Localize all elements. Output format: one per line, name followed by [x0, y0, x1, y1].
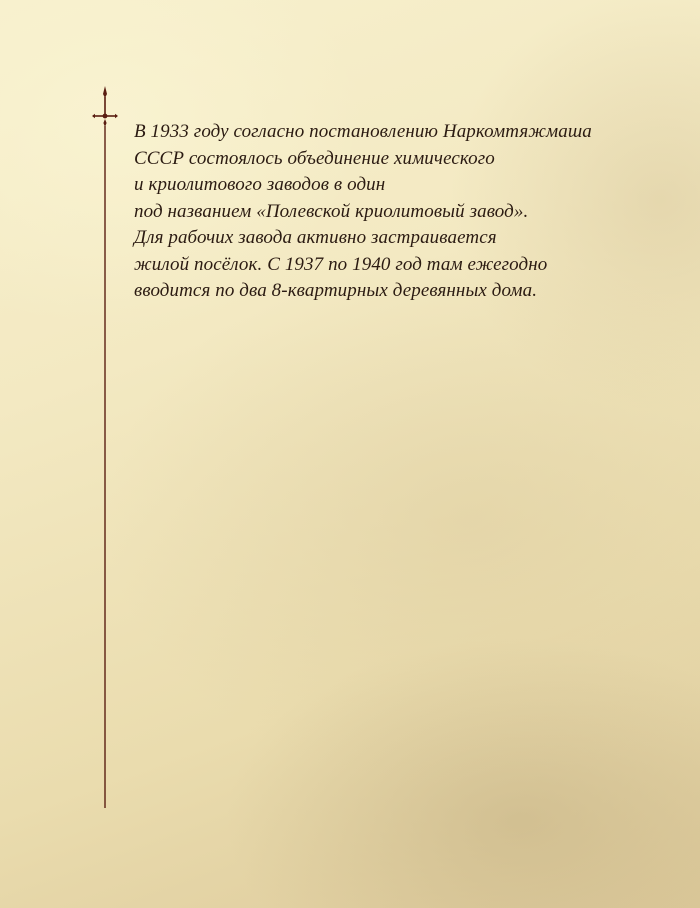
paragraph-line: вводится по два 8-квартирных деревянных дома. [134, 280, 538, 301]
paragraph-line: СССР состоялось объединение химического [134, 147, 495, 169]
paragraph-line: Для рабочих завода активно застраивается [134, 227, 497, 248]
paragraph-line: и криолитового заводов в один [134, 174, 386, 195]
paragraph-line: жилой посёлок. С 1937 по 1940 год там ежегодно [134, 253, 548, 275]
paragraph-line: В 1933 году согласно постановлению Наркомтяжмаша [134, 121, 592, 142]
cross-staff-divider-icon [88, 86, 122, 808]
body-paragraph [134, 119, 654, 305]
paragraph-line: под названием «Полевской криолитовый завод». [134, 200, 529, 222]
